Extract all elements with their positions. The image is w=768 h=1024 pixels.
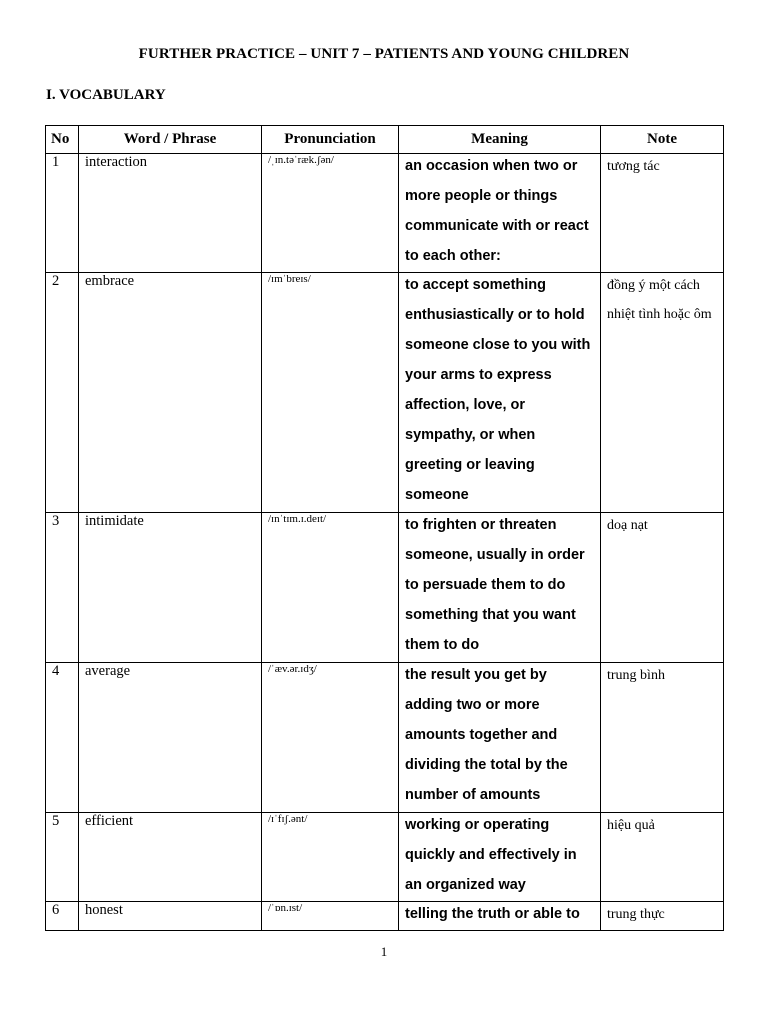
table-row [46,154,724,273]
row-note [601,154,724,273]
row-pronunciation: /ɪmˈbreɪs/ [262,273,399,513]
document-title: FURTHER PRACTICE – UNIT 7 – PATIENTS AND YOUNG CHILDREN [138,46,630,62]
table-row [46,902,724,931]
row-pronunciation: /ˈæv.ər.ɪdʒ/ [262,663,399,813]
row-note [601,902,724,931]
header-note: Note [601,126,724,154]
row-number: 2 [46,273,79,513]
row-meaning [399,273,601,513]
row-note [601,513,724,663]
note-text: trung bình [607,668,665,683]
row-note [601,273,724,513]
row-number: 1 [46,154,79,273]
note-text: doạ nạt [607,518,648,533]
row-pronunciation: /ɪnˈtɪm.ɪ.deɪt/ [262,513,399,663]
row-pronunciation: /ˌɪn.təˈræk.ʃən/ [262,154,399,273]
section-heading: I. VOCABULARY [46,87,166,103]
row-note [601,813,724,902]
table-row [46,273,724,513]
note-text: hiệu quả [607,818,655,833]
meaning-text: the result you get by adding two or more amounts together and dividing the total by the number of amounts [405,667,568,803]
vocabulary-table [45,125,724,931]
row-word: efficient [79,813,262,902]
row-meaning [399,663,601,813]
header-meaning: Meaning [399,126,601,154]
meaning-text: an occasion when two or more people or things communicate with or react to each other: [405,158,589,264]
row-pronunciation: /ˈɒn.ɪst/ [262,902,399,931]
row-word: average [79,663,262,813]
table-row [46,663,724,813]
row-number: 4 [46,663,79,813]
meaning-text: working or operating quickly and effectively in an organized way [405,817,577,893]
row-word: honest [79,902,262,931]
header-word: Word / Phrase [79,126,262,154]
row-pronunciation: /ɪˈfɪʃ.ənt/ [262,813,399,902]
row-word: embrace [79,273,262,513]
row-word: intimidate [79,513,262,663]
row-number: 6 [46,902,79,931]
meaning-text: to frighten or threaten someone, usually in order to persuade them to do something that you want them to do [405,517,585,653]
meaning-text: to accept something enthusiastically or to hold someone close to you with your arms to express affection, love, or sympathy, or when greeting or leaving someone [405,277,591,503]
table-header-row [46,126,724,154]
table-row [46,513,724,663]
row-meaning [399,513,601,663]
note-text: tương tác [607,159,660,174]
row-note [601,663,724,813]
row-word: interaction [79,154,262,273]
row-number: 3 [46,513,79,663]
row-number: 5 [46,813,79,902]
table-row [46,813,724,902]
header-pronunciation: Pronunciation [262,126,399,154]
header-no: No [46,126,79,154]
note-text: đồng ý một cách nhiệt tình hoặc ôm [607,278,712,322]
page-number: 1 [380,944,388,959]
row-meaning [399,813,601,902]
row-meaning [399,902,601,931]
meaning-text: telling the truth or able to [405,906,580,922]
note-text: trung thực [607,907,665,922]
row-meaning [399,154,601,273]
